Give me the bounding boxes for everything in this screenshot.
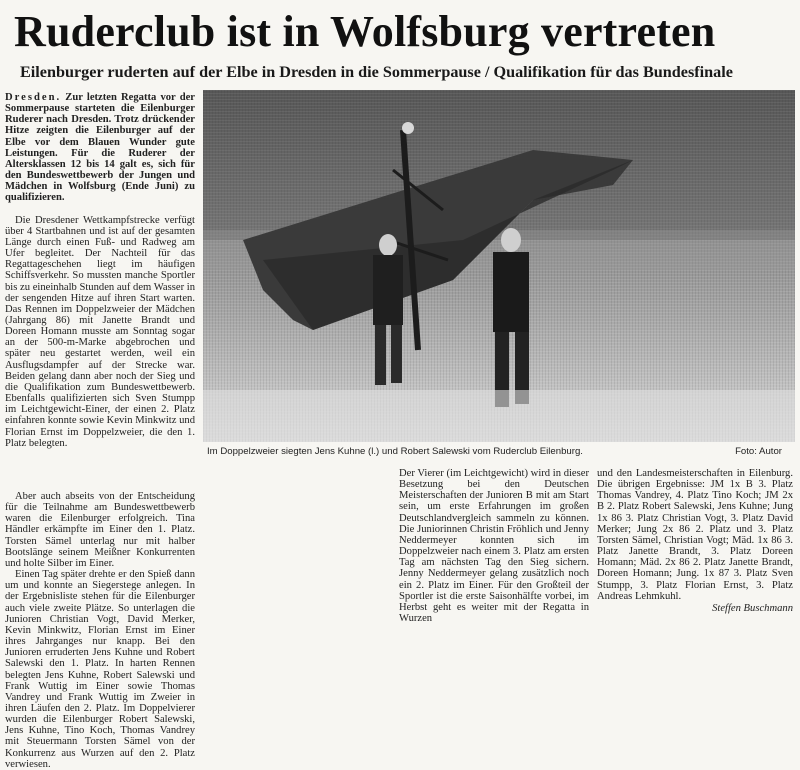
- article-paragraph: Die Dresdener Wettkampfstrecke verfügt über 4 Startbahnen und ist auf der gesamten Länge durch einen Fuß- und Radweg am Ufer begleitet. Der Nachteil für das Regattageschehen liegt im häufigen Schiffsverkehr. So mussten manche Sportler bis zu eineinhalb Stunden auf dem Wasser in der sengenden Hitze auf ihren Start warten. Das Rennen im Doppelzweier der Mädchen (Jahrgang 86) mit Janette Brandt und Doreen Homann musste am Sonntag sogar an der 500-m-Marke abgebrochen und später neu gestartet werden, weil ein Ausflugsdampfer auf der Strecke war. Beiden gelang dann aber noch der Sieg und die Qualifikation zum Bundeswettbewerb. Ebenfalls qualifizierten sich Sven Stumpp im Leichtgewicht-Einer, der einen 2. Platz einfahren konnte sowie Kevin Minkwitz und Florian Ernst im Doppelzweier, die den 1. Platz belegten.: [5, 214, 195, 449]
- article-lead: [5, 92, 195, 204]
- article-paragraph: Aber auch abseits von der Entscheidung für die Teilnahme am Bundeswettbewerb waren die Eilenburger erfolgreich. Tina Händler erkämpfte im Einer den 1. Platz. Torsten Sämel unterlag nur mit halber Bootslänge seinem Meißner Konkurrenten und holte Silber im Einer.: [5, 491, 195, 569]
- article-paragraph: Der Vierer (im Leichtgewicht) wird in dieser Besetzung bei den Deutschen Meisterschaften der Junioren B mit am Start sein, um erste Erfahrungen im großen Deutschlandvergleich sammeln zu können. Die Juniorinnen Christin Fröhlich und Jenny Neddermeyer konnten sich im Doppelzweier nach einem 3. Platz am ersten Tag am nächsten Tag den Sieg sichern. Jenny Neddermeyer gelang zusätzlich noch ein 2. Platz im Einer. Für den Großteil der Sportler ist die erste Saisonhälfte vorbei, im Herbst geht es weiter mit der Regatta in Wurzen: [399, 468, 589, 625]
- article-column-4: [597, 468, 793, 614]
- article-column-1-continued: [5, 491, 195, 770]
- article-headline: Ruderclub ist in Wolfsburg vertreten: [14, 7, 716, 56]
- article-paragraph: Einen Tag später drehte er den Spieß dann um und konnte an Siegerstege anlegen. In der Ergebnisliste stehen für die Eilenburger auch viele zweite Plätze. So unterlagen die Junioren Christian Vogt, David Merker, Kevin Minkwitz, Florian Ernst im Einer ihres Jahrganges nur knapp. Bei den Junioren erruderten Jens Kuhne und Robert Salewski den 1. Platz. In harten Rennen belegten Jens Kuhne, Robert Salewski und Frank Wuttig im Einer sowie Thomas Vandrey und Frank Wuttig im Zweier in ihren Läufen den 2. Platz. Im Doppelvierer wurden die Eilenburger Robert Salewski, Jens Kuhne, Tino Koch, Thomas Vandrey mit Steuermann Torsten Sämel von der Konkurrenz aus Wurzen auf den 2. Platz verwiesen.: [5, 569, 195, 770]
- article-author: Steffen Buschmann: [712, 602, 793, 614]
- article-dateline: Dresden.: [5, 92, 62, 103]
- article-subheadline: Eilenburger ruderten auf der Elbe in Dresden in die Sommerpause / Qualifikation für das Bundesfinale: [20, 63, 733, 81]
- rowing-photo: [203, 90, 795, 442]
- article-paragraph: und den Landesmeisterschaften in Eilenburg. Die übrigen Ergebnisse: JM 1x B 3. Platz Thomas Vandrey, 4. Platz Tino Koch; JM 2x B 2. Platz Robert Salewski, Jens Kuhne; Jung 1x 86 3. Platz Christian Vogt, 3. Platz David Merker; Jung 2x 86 2. Platz und 3. Platz Torsten Sämel, Christian Vogt; Mäd. 1x 86 3. Platz Janette Brandt, 3. Platz Doreen Homann; Mäd. 2x 86 2. Platz Janette Brandt, Doreen Homann; Jung. 1x 87 3. Platz Sven Stumpp, 3. Platz Florian Ernst, 3. Platz Andreas Lehmkuhl.: [597, 468, 793, 602]
- photo-caption: Im Doppelzweier siegten Jens Kuhne (l.) und Robert Salewski vom Ruderclub Eilenburg.: [207, 446, 583, 457]
- article-lead-text: Zur letzten Regatta vor der Sommerpause starteten die Eilenburger Ruderer nach Dresden. Trotz drückender Hitze zeigten die Eilenburger auf der Elbe vor dem Blauen Wunder gute Leistungen. Für die Ruderer der Altersklassen 12 bis 14 galt es, sich für den Bundeswettbewerb der Jungen und Mädchen in Wolfsburg (Ende Juni) zu qualifizieren.: [5, 92, 195, 204]
- photo-credit: Foto: Autor: [735, 446, 782, 457]
- rowers-carrying-boat-illustration: [203, 90, 795, 442]
- article-column-3: [399, 468, 589, 624]
- article-column-1: [5, 92, 195, 449]
